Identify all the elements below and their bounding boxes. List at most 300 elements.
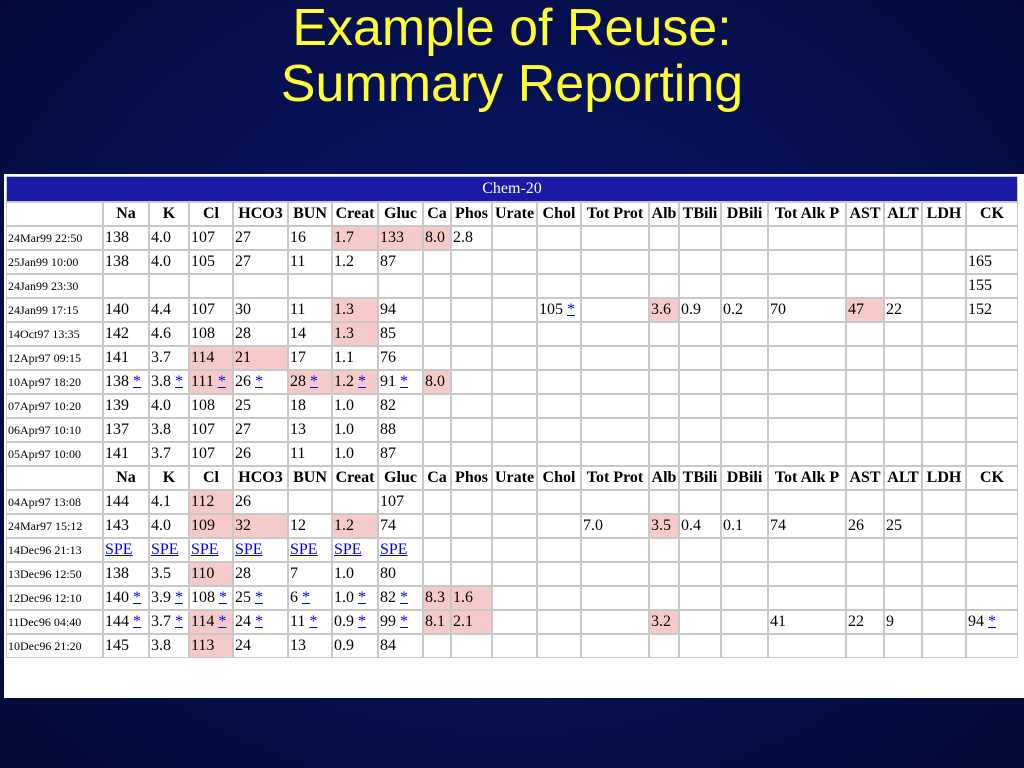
cell-tot-prot: [581, 442, 649, 466]
cell-ck: [966, 538, 1018, 562]
cell-ck: [966, 250, 1018, 274]
cell-cl: [189, 250, 233, 274]
cell-na: [103, 490, 149, 514]
cell-na: [103, 370, 149, 394]
cell-ast: [846, 346, 884, 370]
cell-chol: [537, 610, 581, 634]
cell-ca: [423, 586, 451, 610]
cell-ast: [846, 274, 884, 298]
cell-gluc: [378, 298, 423, 322]
header-blank-cell: [6, 202, 103, 226]
detail-link[interactable]: *: [219, 589, 227, 606]
detail-link[interactable]: *: [988, 613, 996, 630]
column-header-tot-alk-p: Tot Alk P: [768, 466, 846, 490]
cell-alb: [649, 418, 679, 442]
table-row: [6, 394, 1018, 418]
cell-ldh: [922, 370, 966, 394]
cell-alb: [649, 538, 679, 562]
cell-value: 21: [235, 349, 251, 366]
cell-alb: [649, 322, 679, 346]
cell-value: 0.9: [334, 637, 354, 654]
cell-value: 7: [290, 565, 298, 582]
cell-value: 140: [105, 301, 129, 318]
cell-tot-alk-p: [768, 250, 846, 274]
cell-urate: [492, 634, 537, 658]
cell-value: 3.2: [651, 613, 671, 630]
cell-gluc: [378, 538, 423, 562]
cell-dbili: [721, 322, 768, 346]
detail-link[interactable]: *: [175, 613, 183, 630]
cell-k: [149, 490, 189, 514]
cell-creat: [332, 514, 378, 538]
column-header-cl: Cl: [189, 466, 233, 490]
column-header-ldh: LDH: [922, 466, 966, 490]
cell-ca: [423, 514, 451, 538]
column-header-ast: AST: [846, 202, 884, 226]
cell-ast: [846, 634, 884, 658]
cell-tbili: [679, 538, 721, 562]
cell-ca: [423, 298, 451, 322]
cell-value: 11: [290, 253, 306, 270]
cell-hco3: [233, 490, 288, 514]
column-header-bun: BUN: [288, 466, 332, 490]
cell-value: 70: [770, 301, 786, 318]
cell-value: 87: [380, 253, 396, 270]
cell-alt: [884, 274, 922, 298]
cell-k: [149, 370, 189, 394]
cell-chol: [537, 418, 581, 442]
detail-link[interactable]: *: [358, 613, 366, 630]
column-header-urate: Urate: [492, 202, 537, 226]
column-header-na: Na: [103, 466, 149, 490]
cell-tot-prot: [581, 634, 649, 658]
cell-ca: [423, 490, 451, 514]
cell-value: 4.6: [151, 325, 171, 342]
detail-link[interactable]: *: [218, 613, 227, 630]
cell-ca: [423, 370, 451, 394]
row-timestamp: 06Apr97 10:10: [6, 418, 103, 442]
cell-ck: [966, 322, 1018, 346]
cell-value: 3.7: [151, 349, 171, 366]
cell-value: 1.6: [453, 589, 473, 606]
cell-gluc: [378, 610, 423, 634]
cell-hco3: [233, 562, 288, 586]
cell-alt: [884, 322, 922, 346]
cell-value: 3.8: [151, 373, 171, 390]
cell-ca: [423, 610, 451, 634]
cell-value: 0.4: [681, 517, 701, 534]
column-header-k: K: [149, 202, 189, 226]
detail-link[interactable]: *: [358, 589, 366, 606]
cell-alt: [884, 610, 922, 634]
cell-na: [103, 250, 149, 274]
cell-value: 1.2: [334, 373, 354, 390]
cell-ck: [966, 586, 1018, 610]
column-header-hco3: HCO3: [233, 466, 288, 490]
detail-link[interactable]: *: [309, 613, 318, 630]
spe-link[interactable]: SPE: [290, 541, 318, 558]
table-row: [6, 514, 1018, 538]
cell-alb: [649, 250, 679, 274]
cell-tot-alk-p: [768, 418, 846, 442]
cell-hco3: [233, 250, 288, 274]
cell-ca: [423, 274, 451, 298]
table-row: [6, 562, 1018, 586]
cell-value: 27: [235, 421, 251, 438]
cell-value: 7.0: [583, 517, 603, 534]
cell-hco3: [233, 274, 288, 298]
cell-gluc: [378, 442, 423, 466]
cell-k: [149, 226, 189, 250]
cell-value: 1.2: [334, 253, 354, 270]
cell-value: 1.3: [334, 301, 354, 318]
cell-alt: [884, 226, 922, 250]
cell-urate: [492, 346, 537, 370]
cell-value: 94: [968, 613, 984, 630]
cell-na: [103, 394, 149, 418]
cell-dbili: [721, 562, 768, 586]
slide-title-line-2: Summary Reporting: [280, 55, 744, 113]
cell-ca: [423, 442, 451, 466]
cell-alb: [649, 226, 679, 250]
spe-link[interactable]: SPE: [105, 541, 133, 558]
cell-urate: [492, 322, 537, 346]
cell-chol: [537, 274, 581, 298]
detail-link[interactable]: *: [302, 589, 310, 606]
cell-tot-prot: [581, 490, 649, 514]
column-header-creat: Creat: [332, 202, 378, 226]
cell-tbili: [679, 586, 721, 610]
detail-link[interactable]: *: [255, 589, 263, 606]
cell-ast: [846, 298, 884, 322]
cell-value: 22: [848, 613, 864, 630]
cell-cl: [189, 634, 233, 658]
detail-link[interactable]: *: [310, 373, 318, 390]
cell-tot-prot: [581, 370, 649, 394]
column-header-tot-prot: Tot Prot: [581, 466, 649, 490]
table-row: [6, 298, 1018, 322]
cell-hco3: [233, 298, 288, 322]
cell-alb: [649, 610, 679, 634]
cell-ca: [423, 322, 451, 346]
cell-na: [103, 610, 149, 634]
cell-phos: [451, 370, 492, 394]
cell-value: 0.2: [723, 301, 743, 318]
table-row: [6, 538, 1018, 562]
cell-value: 105: [539, 301, 563, 318]
cell-value: 74: [770, 517, 786, 534]
table-title: Chem-20: [6, 176, 1018, 202]
cell-value: 82: [380, 589, 396, 606]
cell-alt: [884, 370, 922, 394]
table-row: [6, 346, 1018, 370]
cell-value: 26: [848, 517, 864, 534]
cell-ast: [846, 610, 884, 634]
cell-tot-prot: [581, 274, 649, 298]
cell-creat: [332, 298, 378, 322]
cell-cl: [189, 418, 233, 442]
detail-link[interactable]: *: [133, 589, 141, 606]
row-timestamp: 25Jan99 10:00: [6, 250, 103, 274]
cell-value: 144: [105, 613, 129, 630]
cell-value: 27: [235, 229, 251, 246]
cell-alt: [884, 514, 922, 538]
cell-k: [149, 538, 189, 562]
cell-chol: [537, 250, 581, 274]
cell-phos: [451, 610, 492, 634]
cell-ck: [966, 490, 1018, 514]
cell-cl: [189, 370, 233, 394]
cell-phos: [451, 394, 492, 418]
column-header-ck: CK: [966, 202, 1018, 226]
cell-creat: [332, 250, 378, 274]
cell-creat: [332, 394, 378, 418]
cell-value: 11: [290, 301, 306, 318]
detail-link[interactable]: *: [217, 373, 226, 390]
detail-link[interactable]: *: [358, 373, 366, 390]
cell-na: [103, 346, 149, 370]
cell-value: 141: [105, 445, 129, 462]
cell-k: [149, 514, 189, 538]
table-row: [6, 250, 1018, 274]
spe-link[interactable]: SPE: [235, 541, 263, 558]
cell-bun: [288, 490, 332, 514]
cell-ast: [846, 322, 884, 346]
column-header-gluc: Gluc: [378, 466, 423, 490]
cell-urate: [492, 370, 537, 394]
spe-link[interactable]: SPE: [334, 541, 362, 558]
cell-bun: [288, 514, 332, 538]
cell-k: [149, 298, 189, 322]
cell-alb: [649, 634, 679, 658]
column-header-tot-prot: Tot Prot: [581, 202, 649, 226]
cell-hco3: [233, 538, 288, 562]
cell-urate: [492, 514, 537, 538]
detail-link[interactable]: *: [255, 373, 263, 390]
table-row: [6, 274, 1018, 298]
cell-value: 25: [235, 397, 251, 414]
column-header-tot-alk-p: Tot Alk P: [768, 202, 846, 226]
cell-phos: [451, 226, 492, 250]
cell-creat: [332, 418, 378, 442]
cell-alt: [884, 298, 922, 322]
cell-ldh: [922, 514, 966, 538]
row-timestamp: 04Apr97 13:08: [6, 490, 103, 514]
cell-value: 94: [380, 301, 396, 318]
cell-tot-alk-p: [768, 514, 846, 538]
cell-k: [149, 250, 189, 274]
cell-tbili: [679, 490, 721, 514]
cell-chol: [537, 490, 581, 514]
cell-alt: [884, 418, 922, 442]
cell-value: 4.0: [151, 229, 171, 246]
cell-tbili: [679, 442, 721, 466]
cell-tot-prot: [581, 562, 649, 586]
detail-link[interactable]: *: [133, 613, 141, 630]
cell-bun: [288, 418, 332, 442]
cell-value: 74: [380, 517, 396, 534]
cell-value: 13: [290, 637, 306, 654]
cell-na: [103, 298, 149, 322]
cell-dbili: [721, 346, 768, 370]
cell-value: 1.1: [334, 349, 354, 366]
cell-ck: [966, 346, 1018, 370]
cell-bun: [288, 586, 332, 610]
cell-value: 76: [380, 349, 396, 366]
detail-link[interactable]: *: [255, 613, 263, 630]
row-timestamp: 12Apr97 09:15: [6, 346, 103, 370]
cell-value: 28: [235, 325, 251, 342]
cell-bun: [288, 442, 332, 466]
spe-link[interactable]: SPE: [151, 541, 179, 558]
cell-tot-alk-p: [768, 586, 846, 610]
cell-creat: [332, 610, 378, 634]
cell-alt: [884, 634, 922, 658]
cell-phos: [451, 418, 492, 442]
cell-hco3: [233, 394, 288, 418]
row-timestamp: 12Dec96 12:10: [6, 586, 103, 610]
cell-value: 108: [191, 589, 215, 606]
cell-creat: [332, 634, 378, 658]
cell-tot-alk-p: [768, 226, 846, 250]
cell-tbili: [679, 634, 721, 658]
cell-ast: [846, 418, 884, 442]
cell-ca: [423, 226, 451, 250]
cell-dbili: [721, 514, 768, 538]
cell-ldh: [922, 250, 966, 274]
cell-cl: [189, 490, 233, 514]
cell-na: [103, 634, 149, 658]
cell-value: 138: [105, 565, 129, 582]
cell-ldh: [922, 298, 966, 322]
detail-link[interactable]: *: [175, 589, 183, 606]
cell-value: 0.1: [723, 517, 743, 534]
cell-hco3: [233, 586, 288, 610]
cell-value: 107: [191, 301, 215, 318]
cell-value: 3.5: [651, 517, 671, 534]
cell-tot-prot: [581, 250, 649, 274]
cell-ldh: [922, 562, 966, 586]
cell-urate: [492, 610, 537, 634]
cell-tbili: [679, 322, 721, 346]
detail-link[interactable]: *: [133, 373, 141, 390]
cell-value: 17: [290, 349, 306, 366]
cell-alt: [884, 250, 922, 274]
detail-link[interactable]: *: [567, 301, 575, 318]
row-timestamp: 14Oct97 13:35: [6, 322, 103, 346]
cell-bun: [288, 346, 332, 370]
cell-na: [103, 562, 149, 586]
cell-k: [149, 586, 189, 610]
cell-chol: [537, 514, 581, 538]
cell-gluc: [378, 226, 423, 250]
cell-gluc: [378, 322, 423, 346]
cell-cl: [189, 226, 233, 250]
cell-ldh: [922, 538, 966, 562]
cell-value: 140: [105, 589, 129, 606]
detail-link[interactable]: *: [400, 589, 408, 606]
column-header-bun: BUN: [288, 202, 332, 226]
cell-value: 111: [191, 373, 214, 390]
cell-value: 8.3: [425, 589, 445, 606]
cell-value: 113: [191, 637, 215, 654]
column-header-tbili: TBili: [679, 202, 721, 226]
detail-link[interactable]: *: [400, 373, 408, 390]
table-row: [6, 226, 1018, 250]
cell-value: 28: [290, 373, 306, 390]
cell-value: 143: [105, 517, 129, 534]
cell-hco3: [233, 226, 288, 250]
cell-k: [149, 610, 189, 634]
cell-chol: [537, 298, 581, 322]
cell-value: 133: [380, 229, 404, 246]
cell-alt: [884, 346, 922, 370]
detail-link[interactable]: *: [175, 373, 183, 390]
row-timestamp: 24Mar97 15:12: [6, 514, 103, 538]
cell-cl: [189, 514, 233, 538]
cell-bun: [288, 298, 332, 322]
cell-bun: [288, 562, 332, 586]
cell-ck: [966, 634, 1018, 658]
table-row: [6, 490, 1018, 514]
row-timestamp: 14Dec96 21:13: [6, 538, 103, 562]
cell-tot-alk-p: [768, 346, 846, 370]
column-header-chol: Chol: [537, 466, 581, 490]
cell-alt: [884, 586, 922, 610]
cell-value: 137: [105, 421, 129, 438]
cell-dbili: [721, 418, 768, 442]
cell-chol: [537, 370, 581, 394]
cell-urate: [492, 274, 537, 298]
cell-dbili: [721, 634, 768, 658]
cell-ldh: [922, 346, 966, 370]
cell-gluc: [378, 274, 423, 298]
cell-tot-alk-p: [768, 274, 846, 298]
cell-value: 87: [380, 445, 396, 462]
cell-tbili: [679, 562, 721, 586]
cell-value: 108: [191, 325, 215, 342]
cell-dbili: [721, 442, 768, 466]
cell-chol: [537, 226, 581, 250]
cell-na: [103, 442, 149, 466]
cell-ast: [846, 538, 884, 562]
cell-value: 107: [380, 493, 404, 510]
cell-tot-prot: [581, 298, 649, 322]
cell-urate: [492, 562, 537, 586]
cell-hco3: [233, 634, 288, 658]
cell-value: 3.5: [151, 565, 171, 582]
spe-link[interactable]: SPE: [191, 541, 219, 558]
cell-value: 25: [235, 589, 251, 606]
cell-ast: [846, 250, 884, 274]
detail-link[interactable]: *: [400, 613, 408, 630]
cell-value: 28: [235, 565, 251, 582]
cell-value: 4.4: [151, 301, 171, 318]
cell-k: [149, 346, 189, 370]
cell-tot-prot: [581, 226, 649, 250]
cell-tot-prot: [581, 586, 649, 610]
cell-ca: [423, 394, 451, 418]
row-timestamp: 10Dec96 21:20: [6, 634, 103, 658]
cell-value: 1.7: [334, 229, 354, 246]
row-timestamp: 24Jan99 17:15: [6, 298, 103, 322]
cell-alt: [884, 562, 922, 586]
cell-k: [149, 562, 189, 586]
cell-value: 1.0: [334, 445, 354, 462]
spe-link[interactable]: SPE: [380, 541, 408, 558]
cell-hco3: [233, 610, 288, 634]
cell-hco3: [233, 442, 288, 466]
